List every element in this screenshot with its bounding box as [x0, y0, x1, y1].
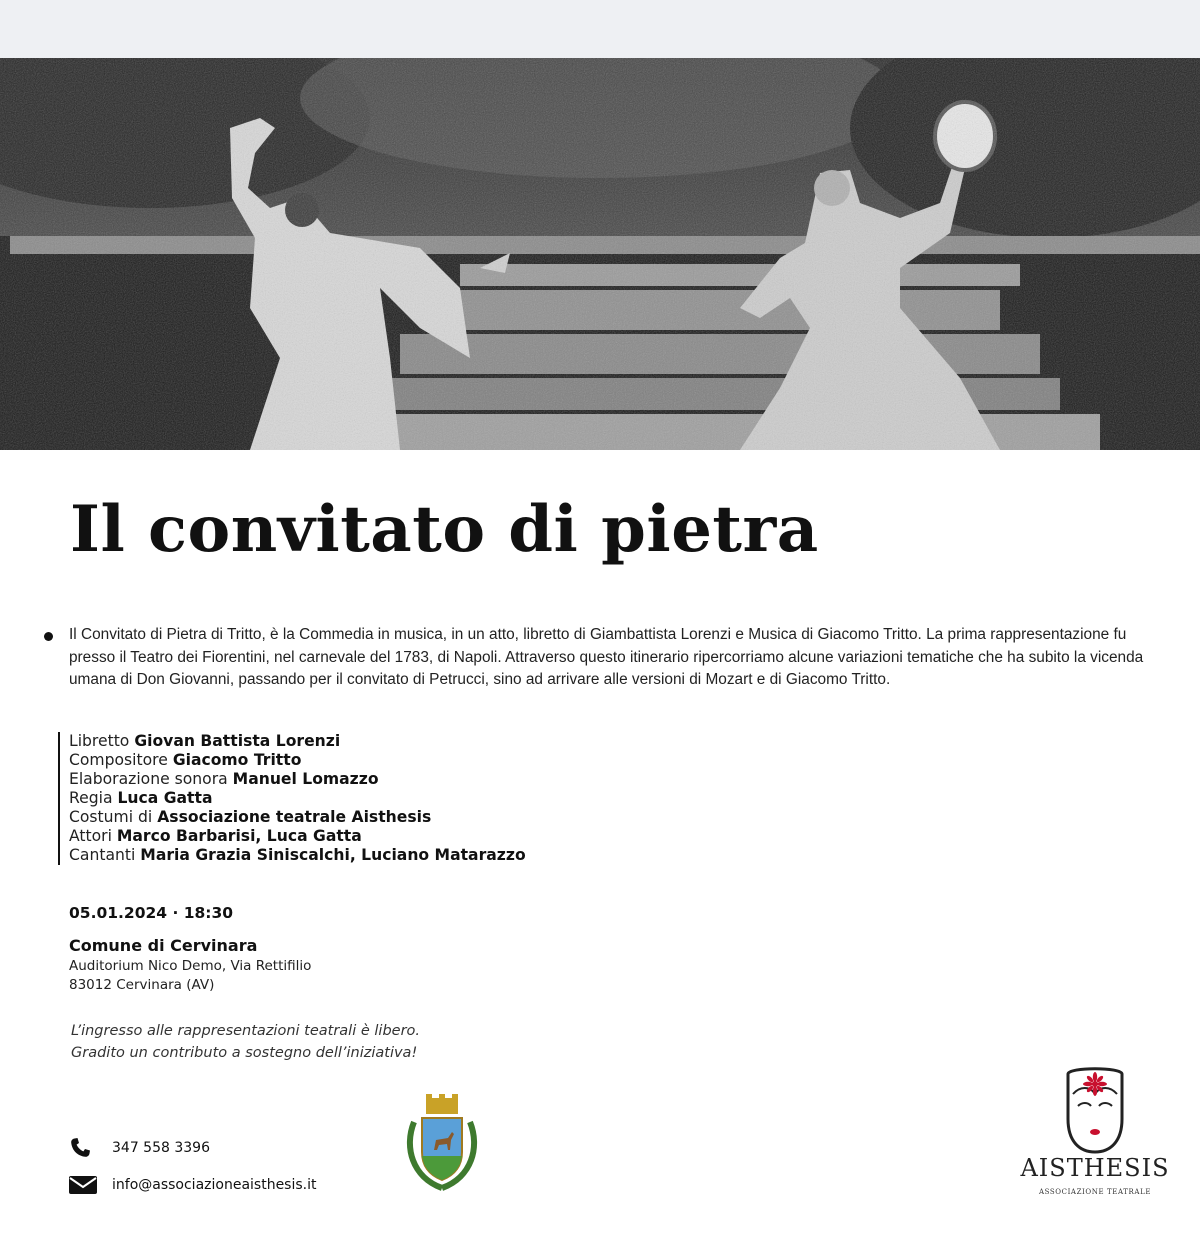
email-contact[interactable]	[68, 1173, 317, 1197]
municipality-crest	[404, 1092, 480, 1192]
logo-subtitle: ASSOCIAZIONE TEATRALE	[1038, 1188, 1152, 1196]
venue-city: 83012 Cervinara (AV)	[69, 977, 215, 993]
credit-name: Giacomo Tritto	[172, 751, 302, 769]
credit-name: Luca Gatta	[117, 789, 213, 807]
venue-name: Comune di Cervinara	[69, 936, 258, 955]
credit-row	[69, 846, 526, 865]
logo-name: AISTHESIS	[1020, 1154, 1170, 1182]
venue-block	[69, 935, 311, 995]
credit-role: Cantanti	[69, 846, 136, 864]
dancers-photo	[0, 58, 1200, 450]
credit-role: Compositore	[69, 751, 168, 769]
credit-name: Maria Grazia Siniscalchi, Luciano Matarazzo	[140, 846, 526, 864]
credit-row	[69, 770, 526, 789]
notice-line: Gradito un contributo a sostegno dell’iniziativa!	[71, 1045, 418, 1061]
entry-notice	[71, 1020, 420, 1064]
credits-list	[58, 732, 526, 865]
credit-role: Attori	[69, 827, 112, 845]
credit-role: Libretto	[69, 732, 130, 750]
credit-name: Giovan Battista Lorenzi	[134, 732, 341, 750]
credit-row	[69, 732, 526, 751]
top-bar	[0, 0, 1200, 58]
credit-row	[69, 789, 526, 808]
credit-name: Manuel Lomazzo	[232, 770, 379, 788]
description-text: Il Convitato di Pietra di Tritto, è la Commedia in musica, in un atto, libretto di Giambattista Lorenzi e Musica di Giacomo Tritto. La prima rappresentazione fu presso il Teatro dei Fiorentini, nel carnevale del 1783, di Napoli. Attraverso questo itinerario ripercorriamo alcune variazioni tematiche che ha subito la vicenda umana di Don Giovanni, passando per il convitato di Petrucci, sino ad arrivare alle versioni di Mozart e di Giacomo Tritto.	[69, 626, 1144, 688]
email-address[interactable]: info@associazioneaisthesis.it	[112, 1177, 317, 1193]
credit-role: Costumi di	[69, 808, 153, 826]
bullet-dot	[44, 632, 53, 641]
notice-line: L’ingresso alle rappresentazioni teatrali è libero.	[71, 1023, 421, 1039]
credit-name: Marco Barbarisi, Luca Gatta	[116, 827, 362, 845]
credit-role: Regia	[69, 789, 113, 807]
page-title: Il convitato di pietra	[70, 492, 819, 567]
mask-icon	[1020, 1064, 1170, 1154]
phone-number[interactable]: 347 558 3396	[112, 1140, 210, 1156]
event-datetime: 05.01.2024 · 18:30	[69, 904, 234, 922]
description	[44, 624, 1164, 692]
credit-row	[69, 827, 526, 846]
credit-name: Associazione teatrale Aisthesis	[157, 808, 432, 826]
credit-row	[69, 808, 526, 827]
venue-address: Auditorium Nico Demo, Via Rettifilio	[69, 958, 312, 974]
envelope-icon	[68, 1173, 98, 1197]
phone-icon	[68, 1136, 98, 1160]
aisthesis-logo	[1020, 1064, 1170, 1204]
hero-photo	[0, 58, 1200, 450]
credit-row	[69, 751, 526, 770]
phone-contact[interactable]	[68, 1136, 210, 1160]
credit-role: Elaborazione sonora	[69, 770, 228, 788]
